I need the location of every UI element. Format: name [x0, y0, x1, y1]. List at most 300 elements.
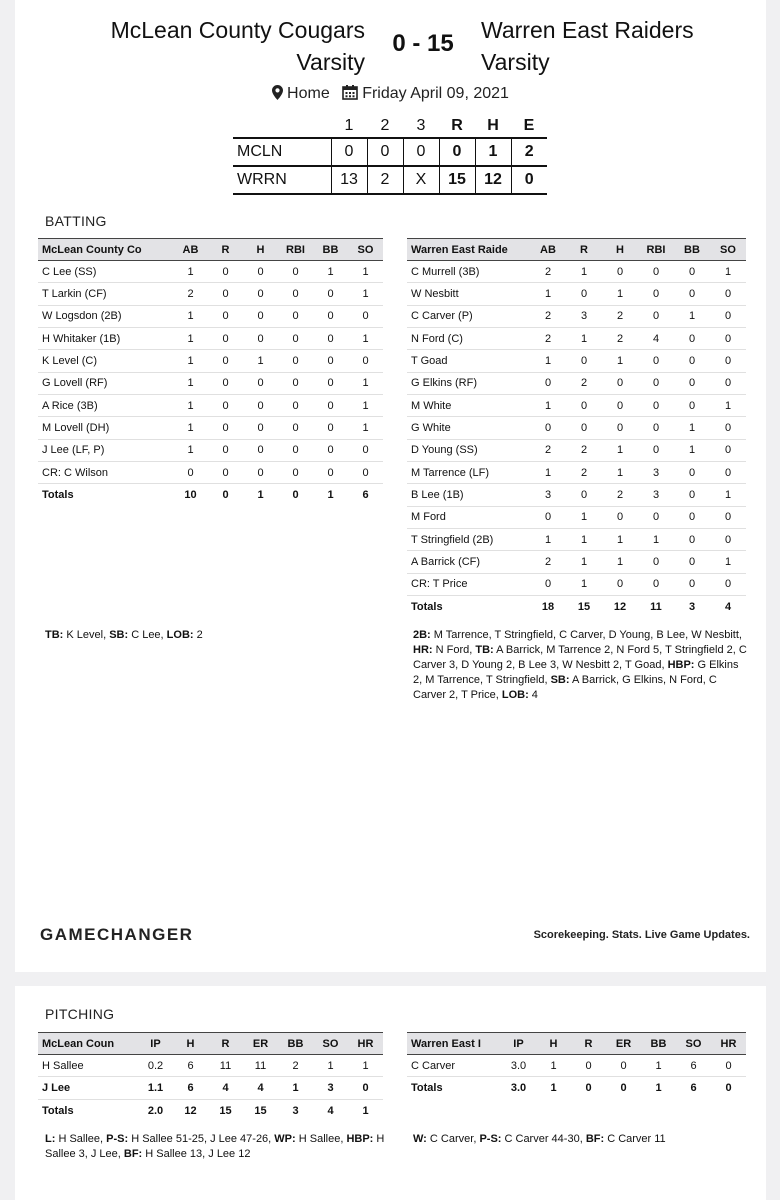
totals-label: Totals — [38, 1099, 138, 1121]
stat-cell: 2 — [602, 328, 638, 350]
table-row — [407, 372, 746, 394]
stat-cell: 0 — [566, 484, 602, 506]
stat-cell: 0 — [278, 439, 313, 461]
stat-cell: 1 — [173, 439, 208, 461]
totals-cell: 4 — [710, 596, 746, 618]
stat-cell: 0 — [674, 283, 710, 305]
note-text: H Sallee 51-25, J Lee 47-26, — [128, 1133, 275, 1145]
totals-row — [38, 484, 383, 506]
stat-cell: 1 — [710, 261, 746, 283]
table-row — [407, 551, 746, 573]
stat-column-header: RBI — [638, 239, 674, 261]
stat-cell: 4 — [243, 1077, 278, 1099]
table-row — [407, 1055, 746, 1077]
stat-cell: 0 — [674, 551, 710, 573]
stat-cell: 2 — [173, 283, 208, 305]
stat-cell: 0 — [243, 395, 278, 417]
stat-cell: 0 — [243, 417, 278, 439]
table-row — [407, 462, 746, 484]
game-meta — [15, 84, 766, 103]
player-name: T Stringfield (2B) — [407, 529, 530, 551]
stat-column-header: H — [602, 239, 638, 261]
player-name: J Lee (LF, P) — [38, 439, 173, 461]
totals-cell: 0 — [711, 1077, 746, 1099]
stat-cell: 0 — [602, 506, 638, 528]
stat-cell: 1 — [348, 283, 383, 305]
inning-header: 3 — [416, 116, 426, 134]
stat-cell: 1 — [348, 372, 383, 394]
stat-cell: 6 — [173, 1055, 208, 1077]
note-text: C Carver 11 — [604, 1133, 666, 1145]
totals-cell: 15 — [208, 1099, 243, 1121]
note-text: C Carver 44-30, — [501, 1133, 586, 1145]
stat-cell: 1 — [602, 551, 638, 573]
totals-cell: 1 — [348, 1099, 383, 1121]
stat-cell: 0 — [571, 1055, 606, 1077]
player-name: M Ford — [407, 506, 530, 528]
home-pitching-notes — [45, 1132, 385, 1162]
stat-column-header: BB — [641, 1033, 676, 1055]
player-name: G White — [407, 417, 530, 439]
stat-cell: 1 — [674, 417, 710, 439]
stat-cell: 3.0 — [501, 1055, 536, 1077]
stat-cell: 0 — [313, 305, 348, 327]
totals-cell: 15 — [243, 1099, 278, 1121]
table-row — [38, 1077, 383, 1099]
stat-cell: 0 — [674, 484, 710, 506]
stat-cell: 0 — [278, 305, 313, 327]
totals-cell: 0 — [278, 484, 313, 506]
stat-cell: 0 — [278, 328, 313, 350]
hits-header: H — [487, 116, 499, 134]
stat-cell: 0 — [313, 283, 348, 305]
stat-cell: 1 — [530, 462, 566, 484]
stat-column-header: R — [571, 1033, 606, 1055]
note-label: LOB: — [166, 629, 194, 641]
line-score-table — [233, 114, 547, 195]
note-text: 4 — [528, 689, 538, 701]
location: Home — [272, 85, 330, 103]
team-column-header: McLean Coun — [38, 1033, 138, 1055]
stat-cell: 0 — [173, 462, 208, 484]
stat-cell: 1 — [566, 506, 602, 528]
stat-column-header: H — [243, 239, 278, 261]
totals-row — [38, 1099, 383, 1121]
stat-cell: 0 — [566, 283, 602, 305]
stat-column-header: AB — [530, 239, 566, 261]
stat-cell: 0 — [348, 1077, 383, 1099]
table-row — [38, 395, 383, 417]
stat-cell: 1 — [674, 305, 710, 327]
stat-cell: 0 — [602, 261, 638, 283]
stat-cell: 1 — [566, 328, 602, 350]
table-row — [38, 283, 383, 305]
stat-cell: 1 — [313, 261, 348, 283]
note-label: TB: — [475, 644, 494, 656]
stat-cell: 0 — [313, 395, 348, 417]
stat-cell: 1 — [348, 417, 383, 439]
gamechanger-logo: GAMECHANGER — [40, 925, 194, 944]
stat-cell: 0 — [243, 283, 278, 305]
totals-cell: 3.0 — [501, 1077, 536, 1099]
totals-cell: 3 — [674, 596, 710, 618]
stat-cell: 0 — [710, 305, 746, 327]
note-text: H Sallee 3, J Lee, — [45, 1133, 385, 1160]
note-label: SB: — [109, 629, 129, 641]
stat-column-header: AB — [173, 239, 208, 261]
stat-cell: 2 — [530, 261, 566, 283]
table-row — [407, 350, 746, 372]
stat-cell: 2 — [278, 1055, 313, 1077]
player-name: N Ford (C) — [407, 328, 530, 350]
player-name: D Young (SS) — [407, 439, 530, 461]
stat-cell: 0 — [348, 305, 383, 327]
stat-cell: 0 — [674, 529, 710, 551]
totals-cell: 4 — [313, 1099, 348, 1121]
stat-cell: 1 — [278, 1077, 313, 1099]
stat-cell: 0 — [243, 261, 278, 283]
note-label: HBP: — [667, 659, 695, 671]
stat-cell: 0.2 — [138, 1055, 173, 1077]
stat-cell: 1 — [566, 529, 602, 551]
table-row — [38, 305, 383, 327]
stat-cell: 0 — [278, 283, 313, 305]
stat-cell: 0 — [313, 328, 348, 350]
stat-cell: 2 — [566, 439, 602, 461]
player-name: W Nesbitt — [407, 283, 530, 305]
note-label: BF: — [123, 1148, 143, 1160]
stat-cell: 1 — [348, 328, 383, 350]
stat-cell: 2 — [602, 305, 638, 327]
note-text: A Barrick, G Elkins, N Ford, C Carver 2, T Price, — [413, 674, 717, 701]
stat-cell: 0 — [674, 506, 710, 528]
stat-cell: 0 — [710, 573, 746, 595]
stat-cell: 1.1 — [138, 1077, 173, 1099]
player-name: A Rice (3B) — [38, 395, 173, 417]
player-name: CR: T Price — [407, 573, 530, 595]
stat-cell: 3 — [638, 462, 674, 484]
note-text: 2 — [193, 629, 203, 641]
stat-cell: 0 — [710, 283, 746, 305]
totals-cell: 1 — [313, 484, 348, 506]
player-name: M Lovell (DH) — [38, 417, 173, 439]
line-score-row: MCLN 0 0 0 0 1 2 — [233, 138, 547, 166]
player-name: H Sallee — [38, 1055, 138, 1077]
tagline: Scorekeeping. Stats. Live Game Updates. — [533, 929, 750, 941]
totals-cell: 15 — [566, 596, 602, 618]
totals-cell: 3 — [278, 1099, 313, 1121]
table-row — [38, 1055, 383, 1077]
player-name: K Level (C) — [38, 350, 173, 372]
totals-row — [407, 596, 746, 618]
stat-cell: 1 — [173, 395, 208, 417]
totals-cell: 12 — [173, 1099, 208, 1121]
totals-cell: 0 — [208, 484, 243, 506]
box-score-page — [15, 0, 766, 972]
note-text: A Barrick, M Tarrence 2, N Ford 5, T Stringfield 2, C Carver 3, D Young 2, B Lee 3, W Nesbitt 2, T Goad, — [413, 644, 747, 671]
stat-cell: 0 — [313, 350, 348, 372]
totals-cell: 1 — [641, 1077, 676, 1099]
table-header — [38, 239, 383, 261]
stat-cell: 0 — [638, 506, 674, 528]
table-row — [407, 395, 746, 417]
calendar-icon — [342, 84, 358, 100]
away-pitching-notes — [413, 1132, 749, 1147]
away-batting-notes — [413, 628, 749, 703]
player-name: C Lee (SS) — [38, 261, 173, 283]
stat-cell: 2 — [530, 551, 566, 573]
table-row — [38, 372, 383, 394]
player-name: J Lee — [38, 1077, 138, 1099]
inning-header: 1 — [344, 116, 354, 134]
away-pitching-table — [407, 1032, 746, 1099]
table-row — [38, 439, 383, 461]
stat-cell: 1 — [173, 350, 208, 372]
team-column-header: Warren East Raide — [407, 239, 530, 261]
stat-column-header: R — [208, 1033, 243, 1055]
table-row — [38, 261, 383, 283]
stat-cell: 0 — [208, 283, 243, 305]
stat-cell: 0 — [638, 573, 674, 595]
home-batting-table — [38, 238, 383, 506]
stat-cell: 0 — [278, 395, 313, 417]
stat-cell: 0 — [208, 350, 243, 372]
stat-cell: 1 — [674, 439, 710, 461]
note-label: L: — [45, 1133, 56, 1145]
totals-cell: 0 — [571, 1077, 606, 1099]
stat-cell: 1 — [566, 573, 602, 595]
stat-cell: 0 — [530, 372, 566, 394]
table-row — [407, 506, 746, 528]
stat-column-header: H — [173, 1033, 208, 1055]
stat-cell: 0 — [208, 261, 243, 283]
stat-cell: 3 — [530, 484, 566, 506]
stat-cell: 1 — [348, 261, 383, 283]
stat-cell: 11 — [243, 1055, 278, 1077]
note-label: SB: — [550, 674, 570, 686]
stat-cell: 0 — [638, 350, 674, 372]
table-row — [407, 573, 746, 595]
stat-cell: 0 — [566, 417, 602, 439]
line-score-row: WRRN 13 2 X 15 12 0 — [233, 166, 547, 194]
note-label: P-S: — [479, 1133, 502, 1145]
stat-cell: 0 — [566, 350, 602, 372]
stat-cell: 0 — [313, 439, 348, 461]
stat-column-header: SO — [676, 1033, 711, 1055]
stat-cell: 1 — [602, 439, 638, 461]
stat-cell: 2 — [530, 328, 566, 350]
stat-cell: 1 — [313, 1055, 348, 1077]
stat-cell: 1 — [710, 484, 746, 506]
stat-cell: 1 — [348, 395, 383, 417]
stat-cell: 1 — [530, 529, 566, 551]
stat-cell: 1 — [536, 1055, 571, 1077]
table-row — [407, 529, 746, 551]
table-row — [407, 417, 746, 439]
table-row — [407, 283, 746, 305]
stat-cell: 0 — [243, 439, 278, 461]
player-name: T Larkin (CF) — [38, 283, 173, 305]
stat-cell: 1 — [348, 1055, 383, 1077]
stat-cell: 1 — [602, 283, 638, 305]
stat-cell: 0 — [674, 462, 710, 484]
stat-cell: 2 — [566, 462, 602, 484]
team-column-header: McLean County Co — [38, 239, 173, 261]
team-abbrev: MCLN — [233, 138, 331, 166]
stat-cell: 0 — [208, 395, 243, 417]
stat-cell: 0 — [606, 1055, 641, 1077]
stat-cell: 3 — [313, 1077, 348, 1099]
stat-cell: 0 — [602, 395, 638, 417]
runs-header: R — [451, 116, 463, 134]
table-header — [407, 239, 746, 261]
stat-column-header: BB — [278, 1033, 313, 1055]
stat-column-header: RBI — [278, 239, 313, 261]
stat-cell: 2 — [530, 439, 566, 461]
stat-column-header: ER — [243, 1033, 278, 1055]
table-row — [38, 462, 383, 484]
note-label: WP: — [274, 1133, 296, 1145]
note-label: LOB: — [501, 689, 529, 701]
totals-cell: 6 — [348, 484, 383, 506]
stat-cell: 0 — [278, 372, 313, 394]
table-header — [407, 1033, 746, 1055]
home-pitching-table — [38, 1032, 383, 1122]
stat-cell: 1 — [602, 462, 638, 484]
stat-cell: 0 — [710, 328, 746, 350]
stat-cell: 1 — [243, 350, 278, 372]
stat-cell: 2 — [602, 484, 638, 506]
stat-column-header: SO — [710, 239, 746, 261]
note-label: HR: — [413, 644, 433, 656]
stat-cell: 0 — [638, 305, 674, 327]
stat-cell: 3 — [638, 484, 674, 506]
stat-cell: 0 — [710, 372, 746, 394]
note-text: C Carver, — [426, 1133, 480, 1145]
team-abbrev: WRRN — [233, 166, 331, 194]
player-name: T Goad — [407, 350, 530, 372]
totals-cell: 2.0 — [138, 1099, 173, 1121]
stat-cell: 0 — [638, 439, 674, 461]
stat-cell: 0 — [674, 261, 710, 283]
note-text: M Tarrence, T Stringfield, C Carver, D Young, B Lee, W Nesbitt, — [430, 629, 742, 641]
stat-cell: 0 — [602, 573, 638, 595]
stat-cell: 0 — [710, 417, 746, 439]
stat-column-header: HR — [711, 1033, 746, 1055]
stat-cell: 1 — [566, 551, 602, 573]
stat-cell: 1 — [173, 417, 208, 439]
stat-cell: 11 — [208, 1055, 243, 1077]
stat-cell: 0 — [278, 417, 313, 439]
stat-cell: 0 — [602, 372, 638, 394]
stat-cell: 1 — [641, 1055, 676, 1077]
stat-cell: 0 — [638, 551, 674, 573]
player-name: M Tarrence (LF) — [407, 462, 530, 484]
note-label: TB: — [45, 629, 64, 641]
stat-cell: 1 — [173, 372, 208, 394]
stat-column-header: BB — [674, 239, 710, 261]
totals-cell: 6 — [676, 1077, 711, 1099]
player-name: M White — [407, 395, 530, 417]
totals-row — [407, 1077, 746, 1099]
note-text: K Level, — [63, 629, 110, 641]
stat-cell: 0 — [208, 417, 243, 439]
totals-cell: 12 — [602, 596, 638, 618]
totals-cell: 18 — [530, 596, 566, 618]
stat-column-header: R — [208, 239, 243, 261]
stat-cell: 0 — [530, 573, 566, 595]
stat-cell: 1 — [530, 395, 566, 417]
totals-cell: 0 — [606, 1077, 641, 1099]
home-batting-notes — [45, 628, 385, 643]
stat-column-header: R — [566, 239, 602, 261]
stat-cell: 0 — [674, 328, 710, 350]
inning-header: 2 — [380, 116, 390, 134]
stat-cell: 0 — [566, 395, 602, 417]
pitching-page — [15, 986, 766, 1200]
stat-cell: 0 — [208, 328, 243, 350]
player-name: H Whitaker (1B) — [38, 328, 173, 350]
stat-column-header: ER — [606, 1033, 641, 1055]
stat-cell: 0 — [711, 1055, 746, 1077]
stat-cell: 4 — [208, 1077, 243, 1099]
note-label: 2B: — [413, 629, 431, 641]
note-label: P-S: — [106, 1133, 129, 1145]
stat-cell: 1 — [602, 350, 638, 372]
stat-cell: 0 — [278, 261, 313, 283]
stat-cell: 0 — [348, 462, 383, 484]
stat-column-header: BB — [313, 239, 348, 261]
stat-cell: 0 — [348, 350, 383, 372]
player-name: CR: C Wilson — [38, 462, 173, 484]
player-name: C Carver — [407, 1055, 501, 1077]
totals-cell: 10 — [173, 484, 208, 506]
stat-cell: 0 — [530, 506, 566, 528]
stat-cell: 0 — [710, 506, 746, 528]
note-text: H Sallee 13, J Lee 12 — [142, 1148, 251, 1160]
home-team-name: McLean County Cougars Varsity — [110, 17, 365, 75]
stat-column-header: SO — [348, 239, 383, 261]
stat-column-header: H — [536, 1033, 571, 1055]
stat-cell: 0 — [674, 573, 710, 595]
stat-cell: 0 — [243, 372, 278, 394]
player-name: A Barrick (CF) — [407, 551, 530, 573]
stat-cell: 0 — [278, 350, 313, 372]
stat-cell: 1 — [173, 261, 208, 283]
stat-cell: 0 — [208, 462, 243, 484]
note-text: H Sallee, — [55, 1133, 107, 1145]
player-name: C Murrell (3B) — [407, 261, 530, 283]
stat-cell: 3 — [566, 305, 602, 327]
stat-cell: 0 — [243, 462, 278, 484]
table-row — [407, 484, 746, 506]
stat-cell: 0 — [278, 462, 313, 484]
note-text: N Ford, — [432, 644, 476, 656]
totals-label: Totals — [38, 484, 173, 506]
stat-cell: 4 — [638, 328, 674, 350]
stat-cell: 1 — [530, 283, 566, 305]
note-text: G Elkins 2, M Tarrence, T Stringfield, — [413, 659, 739, 686]
team-column-header: Warren East I — [407, 1033, 501, 1055]
totals-cell: 1 — [243, 484, 278, 506]
stat-cell: 1 — [710, 395, 746, 417]
stat-cell: 1 — [602, 529, 638, 551]
stat-cell: 0 — [710, 350, 746, 372]
stat-cell: 0 — [243, 328, 278, 350]
stat-cell: 1 — [173, 328, 208, 350]
game-date: Friday April 09, 2021 — [342, 84, 509, 103]
location-pin-icon — [272, 85, 283, 100]
